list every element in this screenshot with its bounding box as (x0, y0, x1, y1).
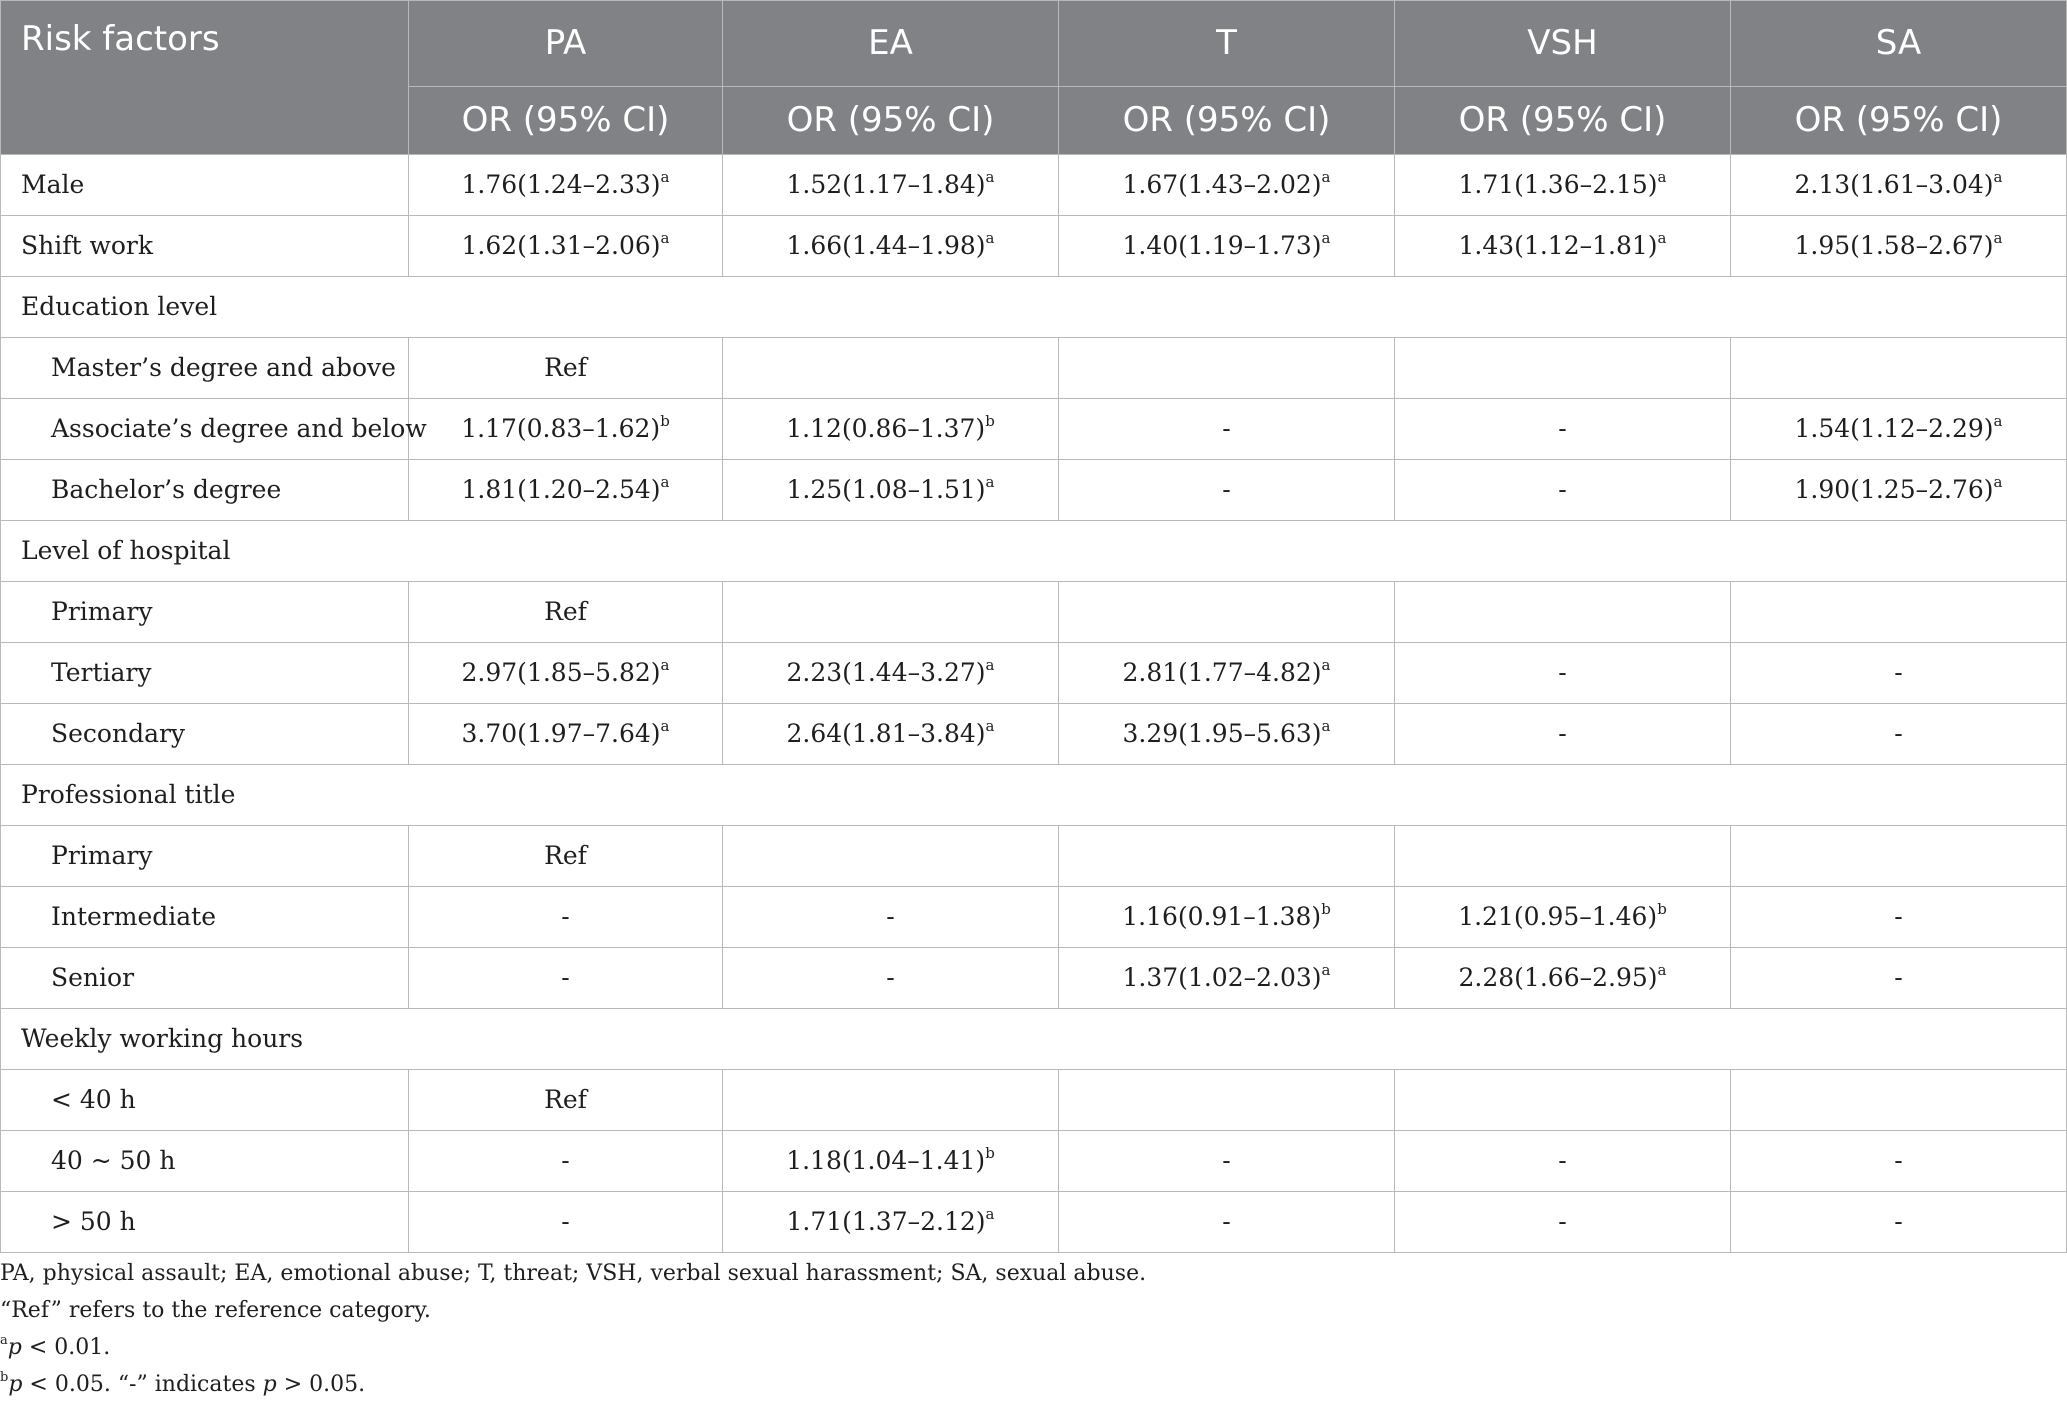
subheader-or: OR (95% CI) (1731, 86, 2067, 154)
significance-mark: b (1321, 899, 1331, 918)
or-value: - (561, 963, 570, 992)
or-cell (409, 1191, 723, 1252)
or-cell (1395, 703, 1731, 764)
or-cell (1731, 886, 2067, 947)
or-cell (1059, 886, 1395, 947)
or-cell (723, 886, 1059, 947)
section-label: Professional title (1, 764, 2067, 825)
or-value: 1.67(1.43–2.02) (1122, 170, 1322, 199)
or-value: 1.43(1.12–1.81) (1458, 231, 1658, 260)
or-value: 2.28(1.66–2.95) (1458, 963, 1658, 992)
row-label: Associate’s degree and below (1, 398, 409, 459)
header-group-sa: SA (1731, 1, 2067, 87)
or-cell (409, 154, 723, 215)
section-label: Weekly working hours (1, 1008, 2067, 1069)
table-body (1, 154, 2067, 1252)
or-value: 2.13(1.61–3.04) (1794, 170, 1994, 199)
or-cell (723, 1069, 1059, 1130)
or-value: 1.76(1.24–2.33) (461, 170, 661, 199)
or-cell (409, 947, 723, 1008)
or-value: - (1558, 1207, 1567, 1236)
or-value: 1.71(1.37–2.12) (786, 1207, 986, 1236)
significance-mark: a (660, 167, 670, 186)
row-label: Primary (1, 581, 409, 642)
or-cell (1395, 825, 1731, 886)
or-cell (409, 642, 723, 703)
significance-mark: a (660, 716, 670, 735)
p-symbol: p (262, 1372, 277, 1397)
or-cell (1731, 1069, 2067, 1130)
or-cell (723, 154, 1059, 215)
or-cell (1395, 215, 1731, 276)
or-cell (1059, 825, 1395, 886)
or-cell (1731, 1191, 2067, 1252)
or-value: 1.16(0.91–1.38) (1122, 902, 1322, 931)
or-cell (723, 215, 1059, 276)
significance-mark: a (985, 167, 995, 186)
row-label: Bachelor’s degree (1, 459, 409, 520)
table-row (1, 1069, 2067, 1130)
or-value: - (1894, 963, 1903, 992)
header-blank (1, 86, 409, 154)
or-cell (1059, 1069, 1395, 1130)
or-cell (1059, 337, 1395, 398)
or-cell (723, 703, 1059, 764)
or-value: 1.95(1.58–2.67) (1794, 231, 1994, 260)
or-cell (409, 459, 723, 520)
or-cell (1731, 215, 2067, 276)
row-label: Senior (1, 947, 409, 1008)
header-group-t: T (1059, 1, 1395, 87)
row-label: 40 ~ 50 h (1, 1130, 409, 1191)
or-cell (1395, 154, 1731, 215)
or-value: 1.81(1.20–2.54) (461, 475, 661, 504)
footnote-text: < 0.05. “-” indicates (22, 1372, 263, 1397)
or-value: 1.12(0.86–1.37) (786, 414, 986, 443)
or-cell (1731, 825, 2067, 886)
or-cell (1059, 398, 1395, 459)
or-value: 1.40(1.19–1.73) (1122, 231, 1322, 260)
significance-mark: a (1993, 472, 2003, 491)
or-value: 3.29(1.95–5.63) (1122, 719, 1322, 748)
footnote-b (0, 1366, 1146, 1403)
or-value: - (1222, 475, 1231, 504)
row-label: Master’s degree and above (1, 337, 409, 398)
header-group-vsh: VSH (1395, 1, 1731, 87)
or-cell (1731, 154, 2067, 215)
or-cell (1395, 1069, 1731, 1130)
footnote-text: < 0.01. (21, 1335, 111, 1360)
row-label: Male (1, 154, 409, 215)
table-row (1, 398, 2067, 459)
or-value: 3.70(1.97–7.64) (461, 719, 661, 748)
or-cell (1731, 642, 2067, 703)
or-cell (723, 825, 1059, 886)
row-label: Secondary (1, 703, 409, 764)
or-cell (409, 703, 723, 764)
footnote-a (0, 1329, 1146, 1366)
significance-mark: b (985, 411, 995, 430)
or-value: - (886, 902, 895, 931)
or-value: - (1894, 658, 1903, 687)
or-value: Ref (544, 841, 587, 870)
or-cell (1731, 337, 2067, 398)
or-cell (1059, 1130, 1395, 1191)
or-value: - (886, 963, 895, 992)
table-footnotes (0, 1255, 1146, 1403)
or-value: - (1558, 658, 1567, 687)
or-value: - (1558, 1146, 1567, 1175)
table-row (1, 886, 2067, 947)
significance-mark: b (1657, 899, 1667, 918)
or-value: - (1558, 475, 1567, 504)
or-value: 2.81(1.77–4.82) (1122, 658, 1322, 687)
p-symbol: p (8, 1372, 23, 1397)
or-cell (409, 581, 723, 642)
table-row (1, 215, 2067, 276)
or-cell (723, 1191, 1059, 1252)
or-value: 1.37(1.02–2.03) (1122, 963, 1322, 992)
significance-mark: b (985, 1143, 995, 1162)
or-value: - (561, 902, 570, 931)
or-value: 1.71(1.36–2.15) (1458, 170, 1658, 199)
or-value: 1.18(1.04–1.41) (786, 1146, 986, 1175)
significance-mark: a (985, 228, 995, 247)
significance-mark: a (1321, 655, 1331, 674)
row-label: Intermediate (1, 886, 409, 947)
p-symbol: p (7, 1335, 22, 1360)
or-value: - (1894, 719, 1903, 748)
section-row (1, 1008, 2067, 1069)
significance-mark: a (660, 228, 670, 247)
or-value: 1.62(1.31–2.06) (461, 231, 661, 260)
section-row (1, 520, 2067, 581)
subheader-or: OR (95% CI) (1395, 86, 1731, 154)
table-row (1, 1130, 2067, 1191)
row-label: Primary (1, 825, 409, 886)
footnote-mark: b (0, 1369, 9, 1385)
significance-mark: a (1993, 411, 2003, 430)
or-value: - (1222, 414, 1231, 443)
or-cell (1395, 886, 1731, 947)
or-cell (1059, 642, 1395, 703)
or-cell (1731, 703, 2067, 764)
or-value: 2.23(1.44–3.27) (786, 658, 986, 687)
significance-mark: a (1993, 228, 2003, 247)
or-cell (1059, 581, 1395, 642)
significance-mark: a (1993, 167, 2003, 186)
or-value: - (1222, 1207, 1231, 1236)
or-value: 1.54(1.12–2.29) (1794, 414, 1994, 443)
significance-mark: b (660, 411, 670, 430)
or-cell (723, 581, 1059, 642)
or-cell (409, 215, 723, 276)
section-label: Education level (1, 276, 2067, 337)
or-cell (1059, 215, 1395, 276)
table-row (1, 703, 2067, 764)
footnote-text: > 0.05. (276, 1372, 366, 1397)
or-cell (409, 1069, 723, 1130)
subheader-or: OR (95% CI) (1059, 86, 1395, 154)
or-value: Ref (544, 353, 587, 382)
or-value: 1.66(1.44–1.98) (786, 231, 986, 260)
or-value: - (1558, 719, 1567, 748)
or-value: 1.52(1.17–1.84) (786, 170, 986, 199)
or-cell (409, 398, 723, 459)
section-row (1, 764, 2067, 825)
or-value: - (1222, 1146, 1231, 1175)
header-group-pa: PA (409, 1, 723, 87)
significance-mark: a (985, 472, 995, 491)
or-value: 1.21(0.95–1.46) (1458, 902, 1658, 931)
or-cell (409, 886, 723, 947)
or-value: 1.17(0.83–1.62) (461, 414, 661, 443)
header-row (1, 1, 2067, 87)
significance-mark: a (660, 655, 670, 674)
or-cell (1395, 581, 1731, 642)
table-row (1, 1191, 2067, 1252)
footnote-mark: a (0, 1332, 8, 1348)
section-label: Level of hospital (1, 520, 2067, 581)
or-cell (1059, 459, 1395, 520)
or-cell (1395, 398, 1731, 459)
or-cell (723, 398, 1059, 459)
or-cell (1059, 703, 1395, 764)
or-cell (1395, 947, 1731, 1008)
or-cell (1731, 1130, 2067, 1191)
or-cell (723, 947, 1059, 1008)
or-cell (409, 337, 723, 398)
significance-mark: a (985, 716, 995, 735)
or-cell (1059, 154, 1395, 215)
or-cell (1059, 947, 1395, 1008)
table-row (1, 459, 2067, 520)
section-row (1, 276, 2067, 337)
or-value: - (1558, 414, 1567, 443)
or-cell (1395, 1130, 1731, 1191)
or-value: - (1894, 1207, 1903, 1236)
or-cell (1731, 947, 2067, 1008)
significance-mark: a (985, 655, 995, 674)
subheader-row (1, 86, 2067, 154)
or-cell (1059, 1191, 1395, 1252)
subheader-or: OR (95% CI) (409, 86, 723, 154)
significance-mark: a (1321, 228, 1331, 247)
significance-mark: a (985, 1204, 995, 1223)
or-value: 1.25(1.08–1.51) (786, 475, 986, 504)
significance-mark: a (1657, 960, 1667, 979)
table-row (1, 581, 2067, 642)
table-row (1, 642, 2067, 703)
or-value: 1.90(1.25–2.76) (1794, 475, 1994, 504)
or-cell (1395, 459, 1731, 520)
row-label: < 40 h (1, 1069, 409, 1130)
or-cell (1395, 337, 1731, 398)
significance-mark: a (1321, 716, 1331, 735)
or-value: Ref (544, 1085, 587, 1114)
significance-mark: a (1657, 228, 1667, 247)
or-cell (1395, 1191, 1731, 1252)
or-value: 2.64(1.81–3.84) (786, 719, 986, 748)
or-value: - (1894, 902, 1903, 931)
or-cell (723, 1130, 1059, 1191)
table-row (1, 337, 2067, 398)
or-value: - (561, 1146, 570, 1175)
significance-mark: a (1321, 960, 1331, 979)
table-row (1, 947, 2067, 1008)
footnote-ref: “Ref” refers to the reference category. (0, 1298, 431, 1323)
or-cell (723, 642, 1059, 703)
or-cell (409, 1130, 723, 1191)
or-cell (1731, 459, 2067, 520)
row-label: Shift work (1, 215, 409, 276)
row-label: Tertiary (1, 642, 409, 703)
or-cell (409, 825, 723, 886)
or-cell (1395, 642, 1731, 703)
header-risk-factors: Risk factors (1, 1, 409, 87)
or-cell (1731, 398, 2067, 459)
significance-mark: a (1321, 167, 1331, 186)
or-cell (723, 337, 1059, 398)
or-cell (1731, 581, 2067, 642)
subheader-or: OR (95% CI) (723, 86, 1059, 154)
or-value: Ref (544, 597, 587, 626)
significance-mark: a (1657, 167, 1667, 186)
or-value: 2.97(1.85–5.82) (461, 658, 661, 687)
or-cell (723, 459, 1059, 520)
table-row (1, 825, 2067, 886)
or-value: - (561, 1207, 570, 1236)
or-value: - (1894, 1146, 1903, 1175)
header-group-ea: EA (723, 1, 1059, 87)
significance-mark: a (660, 472, 670, 491)
table-row (1, 154, 2067, 215)
row-label: > 50 h (1, 1191, 409, 1252)
footnote-abbreviations: PA, physical assault; EA, emotional abuse; T, threat; VSH, verbal sexual harassment; SA, sexual abuse. (0, 1261, 1147, 1286)
